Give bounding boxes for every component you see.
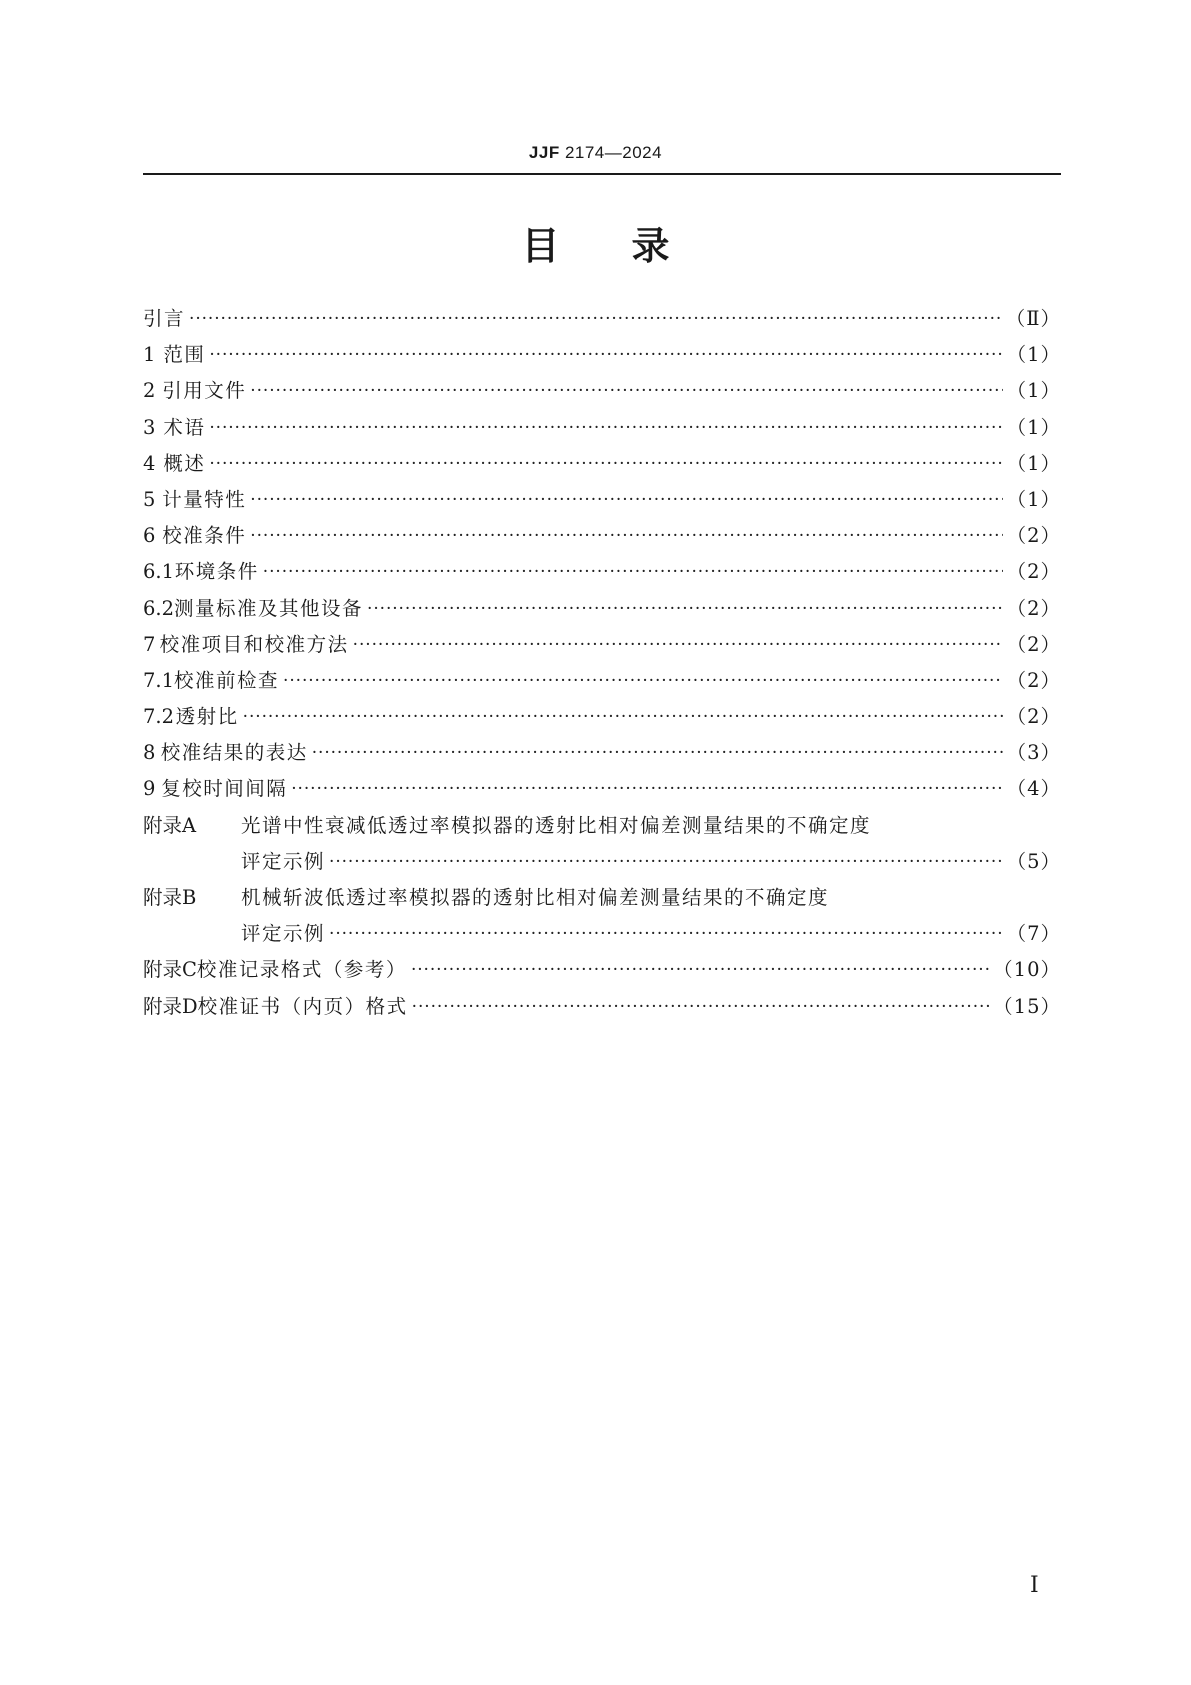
toc-item-page: （1） <box>1006 379 1061 403</box>
toc-item-title-continuation: 评定示例 <box>241 922 326 946</box>
toc-item-9[interactable] <box>143 773 1061 809</box>
toc-dot-leader <box>209 418 1002 438</box>
toc-item-number: 附录A <box>143 813 197 837</box>
toc-dot-leader <box>243 707 1003 727</box>
toc-item-title: 校准前检查 <box>174 668 280 692</box>
toc-dot-leader <box>250 490 1002 510</box>
toc-item-7[interactable] <box>143 629 1061 665</box>
toc-item-page: （2） <box>1006 632 1061 656</box>
toc-item-title: 校准证书（内页）格式 <box>197 994 408 1018</box>
toc-item-number: 附录D <box>143 994 198 1018</box>
toc-item-number: 6 <box>143 524 156 548</box>
toc-item-appendix-b[interactable] <box>143 882 1061 918</box>
toc-item-number: 9 <box>143 777 156 801</box>
toc-item-page: （2） <box>1006 596 1061 620</box>
toc-item-title: 环境条件 <box>174 560 259 584</box>
toc-item-title: 复校时间间隔 <box>161 777 288 801</box>
toc-dot-leader <box>263 562 1003 582</box>
toc-item-title: 计量特性 <box>162 487 247 511</box>
toc-item-page: （5） <box>1006 849 1061 873</box>
toc-dot-leader <box>250 526 1002 546</box>
toc-dot-leader <box>209 345 1002 365</box>
toc-item-1[interactable] <box>143 339 1061 375</box>
toc-item-6[interactable] <box>143 520 1061 556</box>
toc-item-page: （2） <box>1006 668 1061 692</box>
toc-item-5[interactable] <box>143 484 1061 520</box>
toc-dot-leader <box>353 635 1003 655</box>
toc-item-page: （7） <box>1006 922 1061 946</box>
toc-item-page: （4） <box>1006 777 1061 801</box>
toc-item-appendix-a[interactable] <box>143 810 1061 846</box>
toc-item-appendix-a-continuation[interactable] <box>143 846 1061 882</box>
toc-item-page: （2） <box>1006 524 1061 548</box>
toc-item-number: 7 <box>143 632 156 656</box>
toc-dot-leader <box>209 454 1002 474</box>
toc-item-number: 8 <box>143 741 156 765</box>
toc-item-page: （1） <box>1006 487 1061 511</box>
toc-item-number: 3 <box>143 415 156 439</box>
toc-dot-leader <box>291 779 1002 799</box>
toc-item-8[interactable] <box>143 737 1061 773</box>
document-code-prefix: JJF <box>528 143 560 162</box>
toc-item-page: （1） <box>1006 343 1061 367</box>
toc-item-appendix-d[interactable] <box>143 991 1061 1027</box>
toc-item-page: （2） <box>1006 705 1061 729</box>
toc-item-number: 7.2 <box>143 705 175 729</box>
toc-dot-leader <box>283 671 1003 691</box>
toc-item-number: 7.1 <box>143 668 175 692</box>
toc-item-title: 引用文件 <box>162 379 247 403</box>
toc-item-7-2[interactable] <box>143 701 1061 737</box>
toc-item-number: 附录C <box>143 958 197 982</box>
toc-dot-leader <box>412 997 990 1017</box>
toc-item-appendix-c[interactable] <box>143 954 1061 990</box>
toc-item-title: 范围 <box>163 343 206 367</box>
toc-item-title-continuation: 评定示例 <box>241 849 326 873</box>
document-code <box>0 143 1191 163</box>
toc-item-title: 校准条件 <box>162 524 247 548</box>
toc-item-page: （3） <box>1006 741 1061 765</box>
toc-dot-leader <box>250 381 1002 401</box>
page-title: 目录 <box>521 224 742 268</box>
toc-item-number: 2 <box>143 379 156 403</box>
toc-item-3[interactable] <box>143 412 1061 448</box>
toc-item-7-1[interactable] <box>143 665 1061 701</box>
toc-dot-leader <box>189 309 1002 329</box>
toc-item-title: 引言 <box>143 307 186 330</box>
toc-item-title: 校准项目和校准方法 <box>159 632 349 656</box>
toc-item-number: 1 <box>143 343 156 367</box>
toc-item-title: 校准结果的表达 <box>160 741 308 765</box>
toc-dot-leader <box>329 852 1003 872</box>
toc-item-title: 测量标准及其他设备 <box>174 596 364 620</box>
toc-item-page: （2） <box>1006 560 1061 584</box>
toc-item-6-1[interactable] <box>143 556 1061 592</box>
toc-item-number: 5 <box>143 487 156 511</box>
toc-item-title: 机械斩波低透过率模拟器的透射比相对偏差测量结果的不确定度 <box>241 886 830 909</box>
toc-dot-leader <box>329 924 1003 944</box>
toc-item-page: （1） <box>1006 415 1061 439</box>
toc-item-number: 附录B <box>143 886 197 909</box>
toc-item-title: 校准记录格式（参考） <box>196 958 407 982</box>
header-rule <box>143 173 1061 175</box>
toc-dot-leader <box>312 743 1003 763</box>
page-number: I <box>1030 1573 1039 1598</box>
toc-item-number: 4 <box>143 451 156 475</box>
toc-item-page: （1） <box>1006 451 1061 475</box>
toc-item-appendix-b-continuation[interactable] <box>143 918 1061 954</box>
toc-item-title: 光谱中性衰减低透过率模拟器的透射比相对偏差测量结果的不确定度 <box>241 813 872 837</box>
toc-item-number: 6.1 <box>143 560 175 584</box>
toc-item-2[interactable] <box>143 375 1061 411</box>
table-of-contents <box>143 303 1061 1027</box>
toc-dot-leader <box>367 599 1003 619</box>
toc-item-introduction[interactable] <box>143 303 1061 339</box>
toc-item-page: （Ⅱ） <box>1005 307 1061 330</box>
toc-item-6-2[interactable] <box>143 593 1061 629</box>
toc-item-page: （10） <box>993 958 1061 982</box>
toc-item-page: （15） <box>993 994 1061 1018</box>
toc-item-number: 6.2 <box>143 596 175 620</box>
toc-dot-leader <box>411 960 989 980</box>
toc-item-title: 透射比 <box>175 705 239 729</box>
document-code-number: 2174—2024 <box>564 143 663 162</box>
toc-item-title: 概述 <box>163 451 206 475</box>
toc-item-title: 术语 <box>163 415 206 439</box>
toc-item-4[interactable] <box>143 448 1061 484</box>
